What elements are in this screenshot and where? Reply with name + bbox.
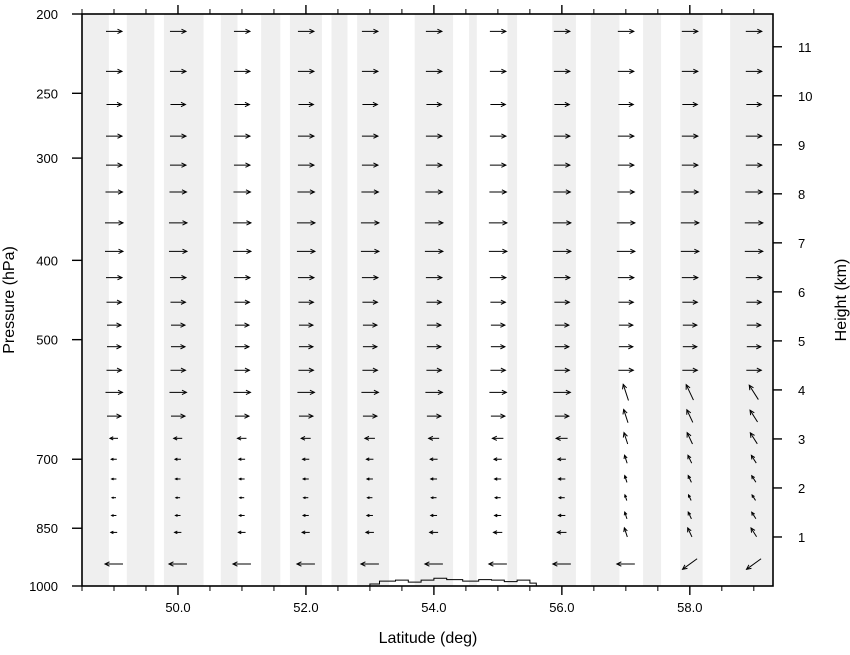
x-tick-label: 56.0	[549, 600, 575, 615]
wind-vector	[619, 345, 633, 349]
y-left-tick-label: 250	[36, 86, 58, 102]
wind-vector	[495, 514, 502, 517]
wind-vector	[238, 531, 245, 534]
x-tick-label: 58.0	[677, 600, 703, 615]
wind-vector	[237, 437, 246, 441]
wind-vector	[489, 190, 506, 194]
y-right-tick-label: 11	[798, 39, 812, 55]
wind-vector	[491, 345, 505, 349]
wind-vector	[618, 163, 634, 167]
wind-vector	[489, 249, 507, 253]
left-y-axis-title: Pressure (hPa)	[1, 246, 18, 354]
wind-vector	[624, 528, 628, 537]
y-right-tick-label: 9	[798, 137, 806, 153]
y-right-tick-label: 8	[798, 186, 806, 202]
wind-vector	[107, 345, 121, 349]
wind-vector	[618, 102, 633, 106]
y-right-tick-label: 10	[798, 88, 813, 104]
wind-vector	[112, 515, 117, 517]
y-left-tick-label: 700	[36, 452, 58, 468]
y-right-tick-label: 6	[798, 284, 806, 300]
shaded-band	[507, 14, 517, 586]
wind-vector	[490, 300, 505, 304]
y-right-tick-label: 1	[798, 529, 806, 545]
wind-vector	[623, 433, 627, 444]
shaded-band	[261, 14, 280, 586]
x-axis-title: Latitude (deg)	[378, 630, 478, 647]
shaded-band	[552, 14, 576, 586]
shaded-band	[415, 14, 453, 586]
wind-vector	[107, 414, 121, 418]
wind-vector	[623, 384, 629, 400]
wind-vector	[490, 102, 505, 106]
wind-vector	[618, 29, 634, 33]
wind-vector	[240, 497, 245, 499]
wind-vector	[495, 497, 501, 499]
shaded-bands	[82, 14, 773, 586]
wind-vector	[494, 458, 502, 461]
y-right-tick-label: 7	[798, 235, 806, 251]
wind-vector	[239, 458, 245, 460]
wind-vector	[490, 69, 506, 73]
shaded-band	[591, 14, 620, 586]
wind-vector	[492, 436, 503, 440]
wind-vector	[111, 458, 117, 460]
y-left-tick-label: 300	[36, 151, 58, 167]
wind-vector	[112, 478, 117, 480]
wind-vector	[489, 221, 507, 225]
right-y-axis-title: Height (km)	[833, 258, 850, 342]
wind-vector	[491, 323, 505, 327]
wind-vector	[617, 221, 635, 225]
wind-vector	[619, 323, 633, 327]
x-tick-label: 52.0	[293, 600, 319, 615]
wind-vector	[490, 276, 506, 280]
y-right-tick-label: 4	[798, 382, 806, 398]
y-right-tick-label: 2	[798, 480, 806, 496]
wind-vector	[617, 249, 635, 253]
wind-vector	[490, 163, 506, 167]
wind-vector	[105, 562, 123, 566]
y-right-tick-label: 3	[798, 431, 806, 447]
wind-vector	[489, 562, 507, 566]
y-left-tick-label: 1000	[29, 579, 58, 594]
shaded-band	[82, 14, 109, 586]
wind-vector	[490, 134, 506, 138]
wind-vector	[623, 409, 628, 422]
y-left-tick-label: 500	[36, 332, 58, 348]
wind-vector	[618, 134, 634, 138]
x-tick-label: 50.0	[165, 600, 191, 615]
shaded-band	[469, 14, 477, 586]
shaded-band	[164, 14, 204, 586]
shaded-band	[127, 14, 155, 586]
wind-vector	[624, 455, 627, 463]
wind-vector	[239, 478, 244, 480]
wind-vector	[618, 368, 633, 372]
shaded-band	[221, 14, 238, 586]
y-left-tick-label: 200	[36, 7, 58, 22]
wind-vector	[625, 495, 627, 501]
wind-vector	[618, 69, 634, 73]
wind-vector	[617, 562, 635, 566]
wind-vector	[490, 29, 506, 33]
wind-vector	[491, 414, 505, 418]
y-right-tick-label: 5	[798, 333, 806, 349]
wind-vector	[624, 512, 627, 519]
wind-vector	[624, 476, 627, 483]
y-left-tick-label: 850	[36, 521, 58, 537]
shaded-band	[730, 14, 773, 586]
wind-vector	[112, 497, 116, 499]
wind-vector	[618, 300, 633, 304]
x-tick-label: 54.0	[421, 600, 447, 615]
shaded-band	[290, 14, 322, 586]
wind-vector	[493, 531, 502, 534]
wind-vector	[110, 437, 118, 440]
wind-vector	[617, 190, 634, 194]
wind-vector	[107, 323, 121, 327]
shaded-band	[643, 14, 661, 586]
wind-vector	[490, 368, 505, 372]
shaded-band	[332, 14, 348, 586]
wind-vector	[239, 514, 244, 516]
y-left-tick-label: 400	[36, 253, 58, 269]
wind-vector	[495, 478, 502, 481]
wind-vector	[489, 390, 506, 394]
wind-vector	[111, 531, 117, 534]
wind-vector	[233, 562, 251, 566]
wind-vector	[618, 276, 634, 280]
